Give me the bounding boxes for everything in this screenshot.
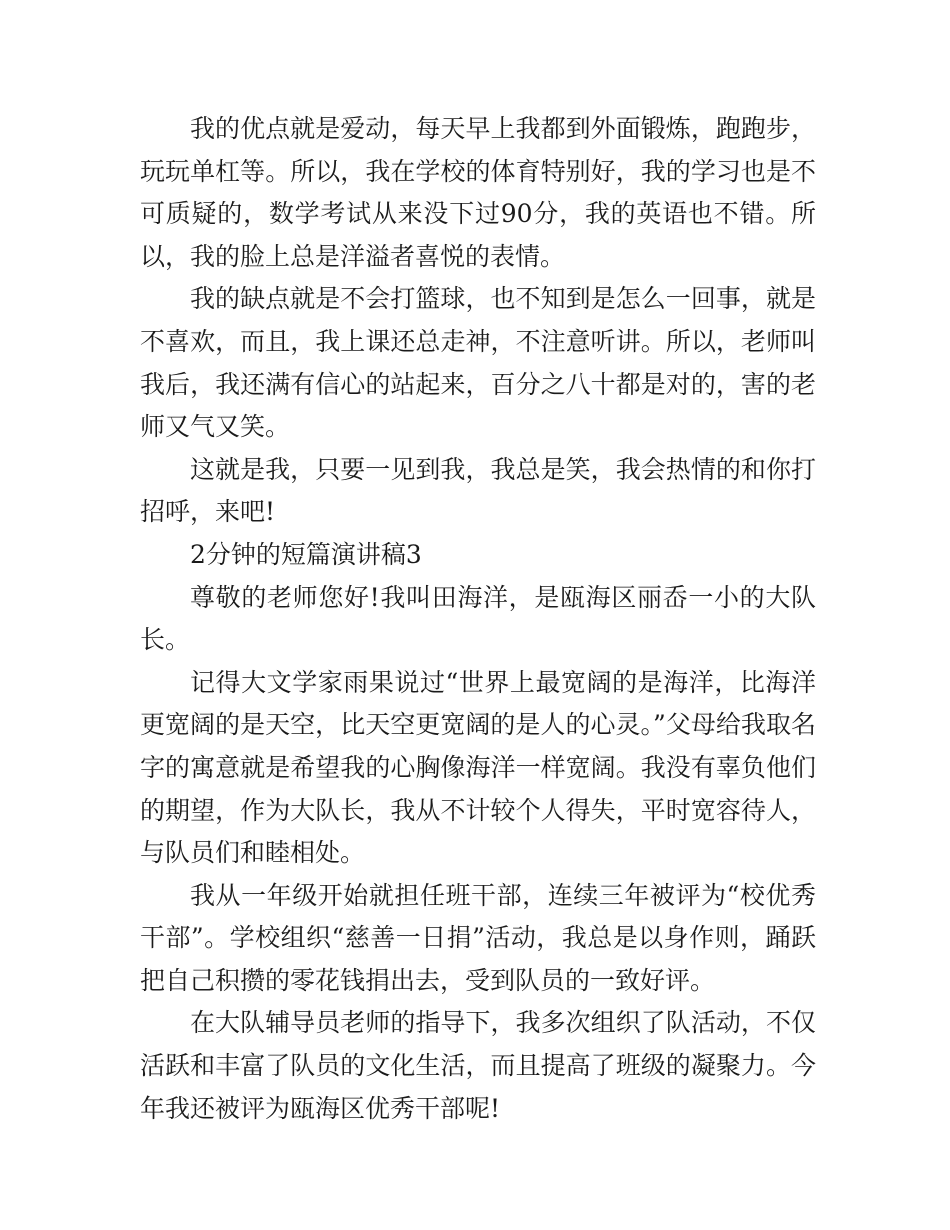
paragraph-weaknesses: 我的缺点就是不会打篮球，也不知到是怎么一回事，就是不喜欢，而且，我上课还总走神，不注意听讲。所以，老师叫我后，我还满有信心的站起来，百分之八十都是对的，害的老师又气又笑。 bbox=[140, 284, 816, 442]
paragraph-class-cadre: 我从一年级开始就担任班干部，连续三年被评为“校优秀干部”。学校组织“慈善一日捐”活动，我总是以身作则，踊跃把自己积攒的零花钱捐出去，受到队员的一致好评。 bbox=[140, 880, 816, 995]
paragraph-greeting: 尊敬的老师您好!我叫田海洋，是瓯海区丽岙一小的大队长。 bbox=[140, 582, 816, 655]
paragraph-activities: 在大队辅导员老师的指导下，我多次组织了队活动，不仅活跃和丰富了队员的文化生活，而且提高了班级的凝聚力。今年我还被评为瓯海区优秀干部呢! bbox=[140, 1008, 816, 1123]
paragraph-name-meaning: 记得大文学家雨果说过“世界上最宽阔的是海洋，比海洋更宽阔的是天空，比天空更宽阔的是人的心灵。”父母给我取名字的寓意就是希望我的心胸像海洋一样宽阔。我没有辜负他们的期望，作为大队长，我从不计较个人得失，平时宽容待人，与队员们和睦相处。 bbox=[140, 667, 816, 868]
document-body bbox=[140, 108, 816, 1130]
paragraph-closing: 这就是我，只要一见到我，我总是笑，我会热情的和你打招呼，来吧! bbox=[140, 454, 816, 527]
section-heading: 2分钟的短篇演讲稿3 bbox=[190, 539, 422, 569]
paragraph-strengths: 我的优点就是爱动，每天早上我都到外面锻炼，跑跑步，玩玩单杠等。所以，我在学校的体育特别好，我的学习也是不可质疑的，数学考试从来没下过90分，我的英语也不错。所以，我的脸上总是洋溢者喜悦的表情。 bbox=[140, 114, 816, 271]
